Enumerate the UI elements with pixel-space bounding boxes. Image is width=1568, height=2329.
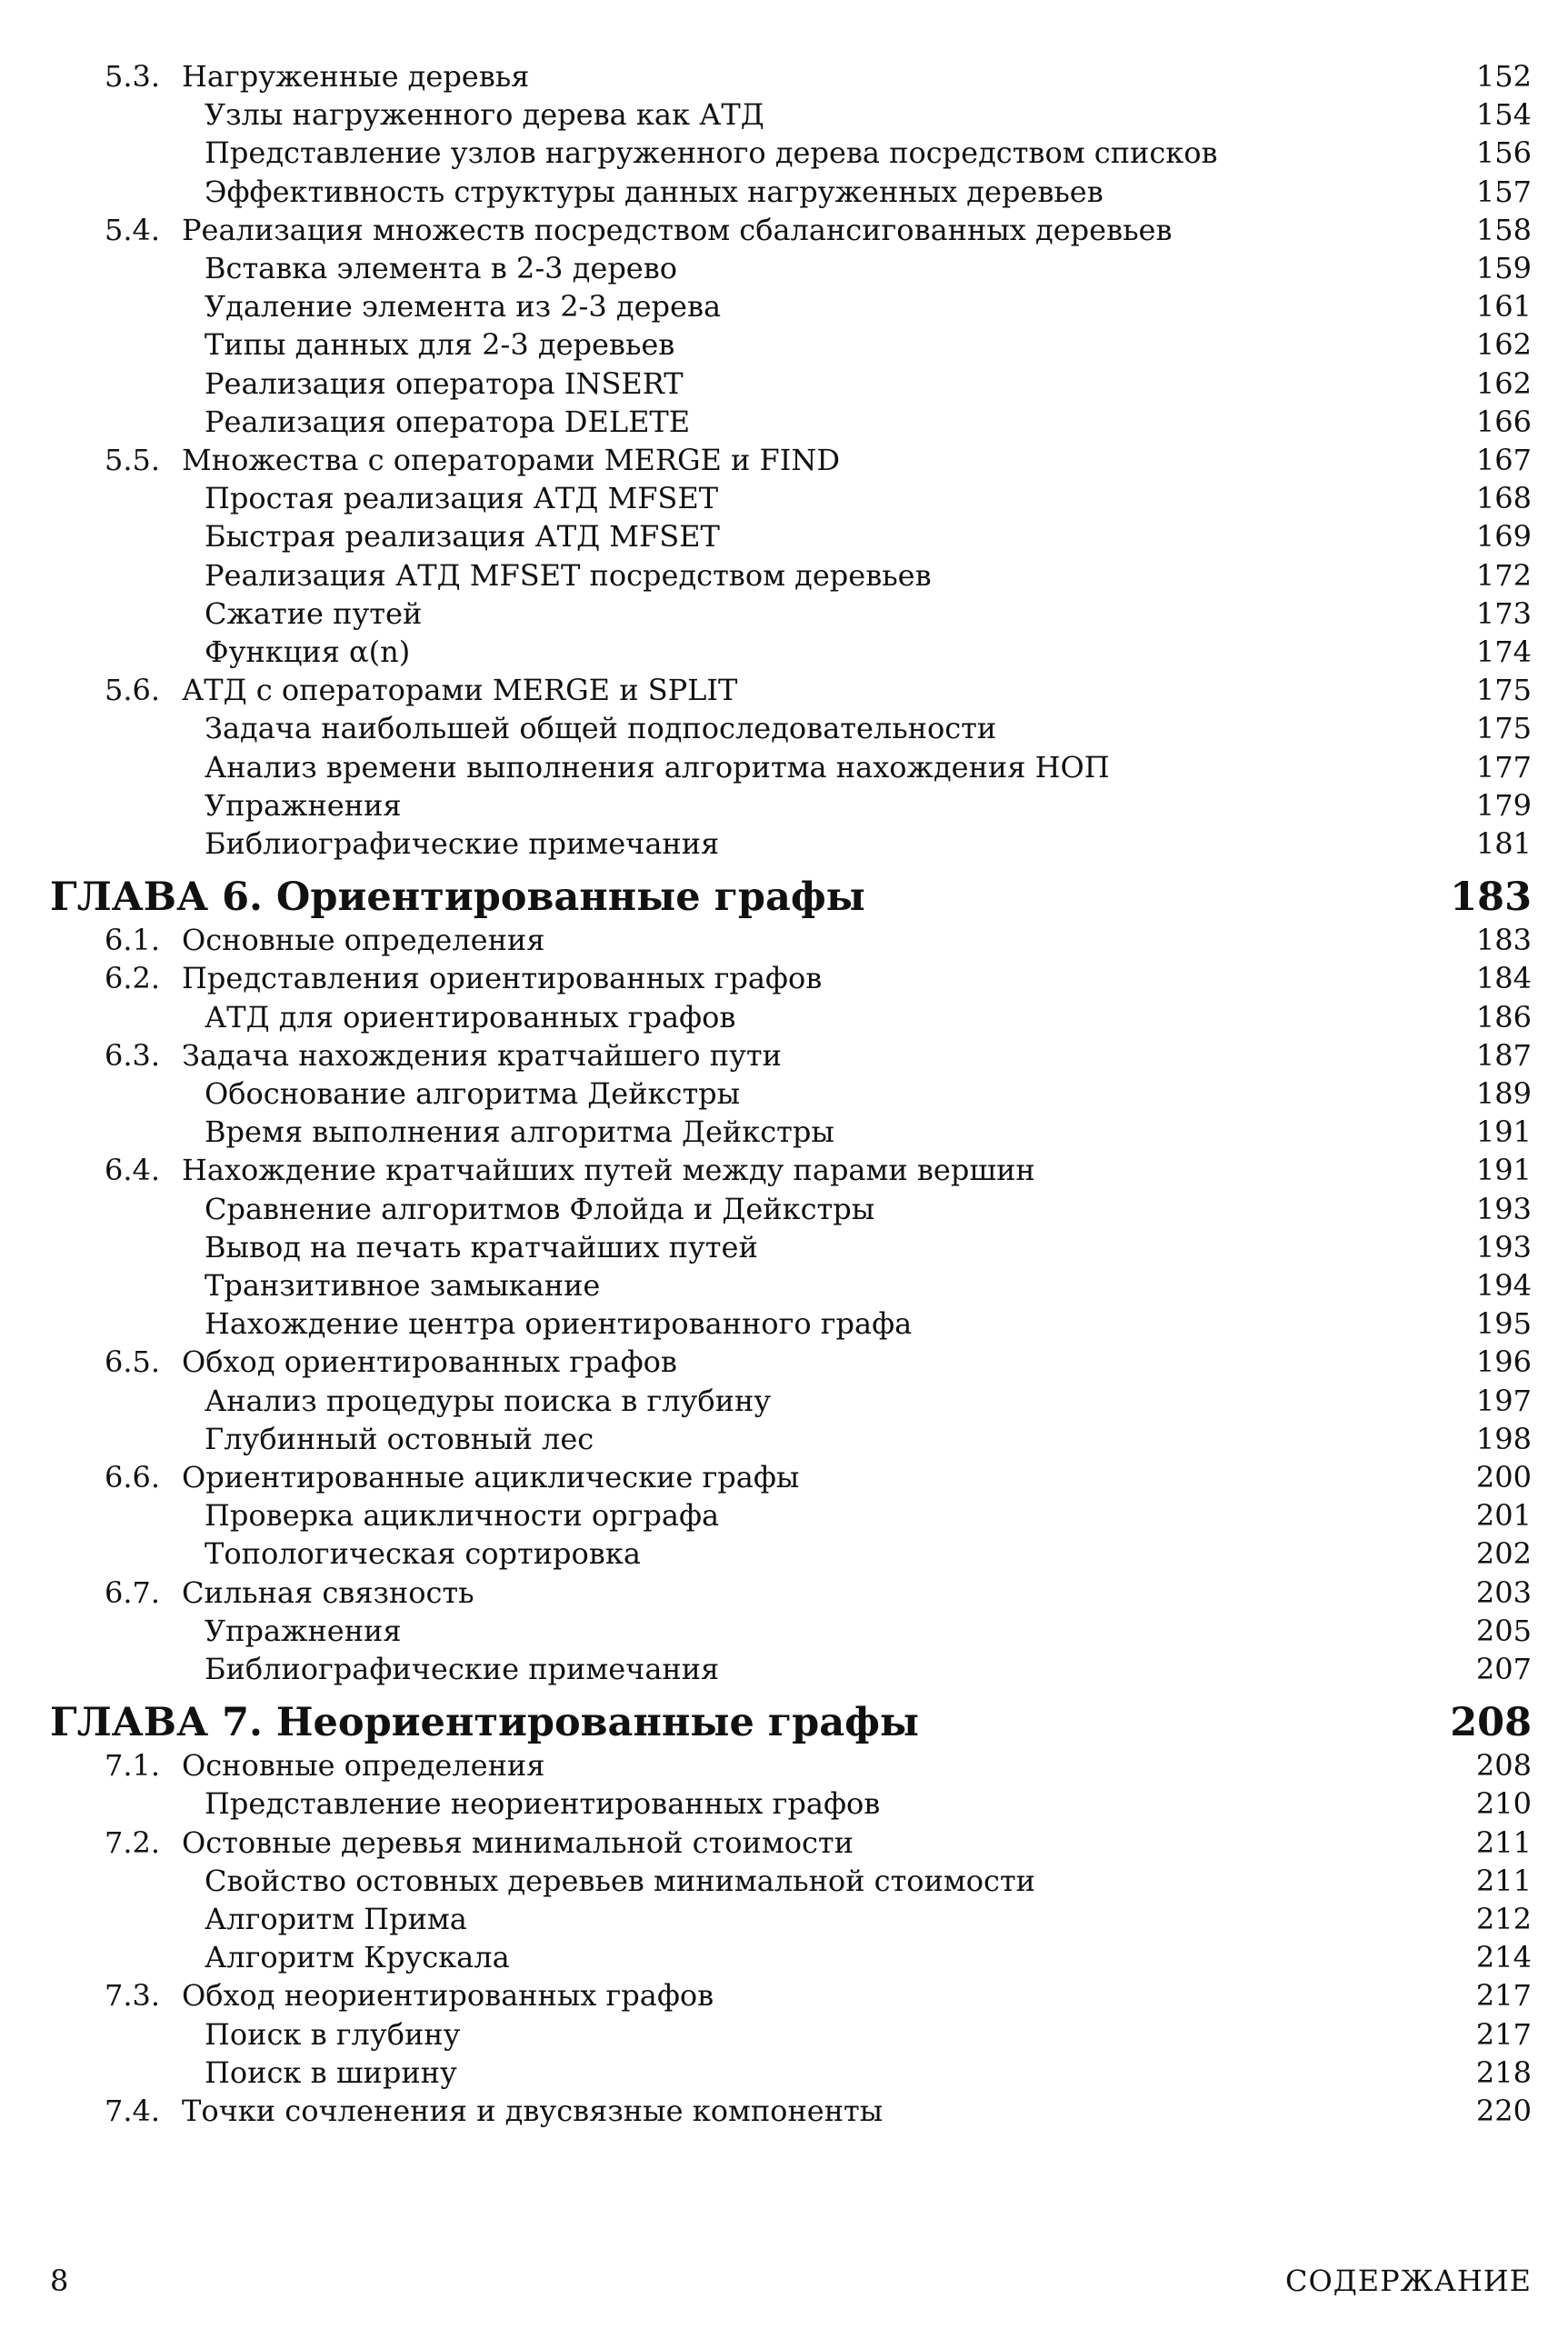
entry-title: Ориентированные ациклические графы xyxy=(182,1460,800,1494)
entry-title: Вывод на печать кратчайших путей xyxy=(205,1229,758,1264)
entry-page-number: 207 xyxy=(1475,1652,1532,1686)
toc-subsection xyxy=(0,997,1568,1037)
entry-page-number: 162 xyxy=(1475,365,1532,401)
toc-subsection xyxy=(0,325,1568,365)
entry-title: Нагруженные деревья xyxy=(182,59,530,94)
toc-subsection xyxy=(0,2053,1568,2093)
entry-title: Время выполнения алгоритма Дейкстры xyxy=(205,1115,834,1150)
entry-page-number: 174 xyxy=(1475,635,1532,669)
entry-page-number: 191 xyxy=(1475,1153,1532,1188)
toc-subsection xyxy=(0,824,1568,864)
entry-title: Задача наибольшей общей подпоследовательности xyxy=(205,711,997,746)
entry-page-number: 175 xyxy=(1475,673,1532,708)
folio-page-number: 8 xyxy=(50,2264,69,2298)
entry-title: АТД с операторами MERGE и SPLIT xyxy=(182,673,738,708)
entry-title: Упражнения xyxy=(205,787,402,823)
toc-subsection xyxy=(0,1861,1568,1901)
entry-page-number: 168 xyxy=(1475,481,1532,516)
entry-page-number: 181 xyxy=(1475,826,1532,861)
toc-subsection xyxy=(0,1112,1568,1152)
chapter-title: ГЛАВА 6. Ориентированные графы xyxy=(50,875,865,921)
entry-title: Задача нахождения кратчайшего пути xyxy=(182,1037,782,1073)
chapter-title: ГЛАВА 7. Неориентированные графы xyxy=(50,1700,919,1746)
toc-subsection xyxy=(0,555,1568,595)
entry-title: Обход ориентированных графов xyxy=(182,1344,677,1380)
entry-title: Эффективность структуры данных нагруженных деревьев xyxy=(205,174,1104,209)
entry-page-number: 152 xyxy=(1475,59,1532,94)
entry-title: Обход неориентированных графов xyxy=(182,1978,714,2014)
toc-subsection xyxy=(0,1419,1568,1459)
entry-page-number: 175 xyxy=(1475,711,1532,746)
entry-page-number: 191 xyxy=(1475,1115,1532,1150)
entry-title: Свойство остовных деревьев минимальной стоимости xyxy=(205,1863,1035,1898)
entry-title: Библиографические примечания xyxy=(205,1652,720,1686)
section-number: 6.2. xyxy=(105,961,161,996)
section-number: 7.3. xyxy=(105,1978,161,2014)
toc-section xyxy=(0,958,1568,998)
toc-subsection xyxy=(0,402,1568,442)
toc-subsection xyxy=(0,1381,1568,1421)
toc-subsection xyxy=(0,2014,1568,2054)
entry-title: Транзитивное замыкание xyxy=(205,1268,601,1303)
toc-subsection xyxy=(0,364,1568,404)
page-footer xyxy=(0,2258,1568,2304)
toc-section xyxy=(0,1975,1568,2015)
entry-title: Удаление элемента из 2-3 дерева xyxy=(205,289,722,325)
entry-title: Быстрая реализация АТД MFSET xyxy=(205,519,720,555)
toc-subsection xyxy=(0,1304,1568,1344)
entry-page-number: 154 xyxy=(1475,97,1532,133)
entry-page-number: 189 xyxy=(1475,1076,1532,1111)
entry-page-number: 161 xyxy=(1475,289,1532,325)
entry-title: Реализация АТД MFSET посредством деревьев xyxy=(205,557,932,593)
entry-title: Поиск в ширину xyxy=(205,2054,457,2090)
entry-page-number: 212 xyxy=(1475,1902,1532,1936)
toc-section xyxy=(0,210,1568,250)
toc-subsection xyxy=(0,1265,1568,1305)
entry-page-number: 198 xyxy=(1475,1421,1532,1456)
entry-title: Реализация оператора INSERT xyxy=(205,365,684,401)
toc-section xyxy=(0,1342,1568,1382)
entry-page-number: 184 xyxy=(1475,961,1532,996)
section-number: 7.2. xyxy=(105,1824,161,1860)
toc-subsection xyxy=(0,133,1568,173)
entry-title: АТД для ориентированных графов xyxy=(205,999,736,1035)
toc-subsection xyxy=(0,708,1568,748)
section-number: 6.1. xyxy=(105,923,161,958)
toc-subsection xyxy=(0,1611,1568,1651)
toc-subsection xyxy=(0,286,1568,326)
section-number: 5.5. xyxy=(105,443,161,477)
entry-title: Представление узлов нагруженного дерева посредством списков xyxy=(205,135,1218,171)
entry-page-number: 162 xyxy=(1475,327,1532,363)
toc-subsection xyxy=(0,632,1568,672)
toc-subsection xyxy=(0,747,1568,787)
entry-page-number: 218 xyxy=(1475,2054,1532,2090)
entry-page-number: 177 xyxy=(1475,749,1532,785)
entry-title: Простая реализация АТД MFSET xyxy=(205,481,719,516)
entry-page-number: 167 xyxy=(1475,443,1532,477)
entry-page-number: 196 xyxy=(1475,1344,1532,1380)
section-number: 5.6. xyxy=(105,673,161,708)
entry-title: Узлы нагруженного дерева как АТД xyxy=(205,97,764,133)
entry-page-number: 169 xyxy=(1475,519,1532,555)
section-number: 6.4. xyxy=(105,1153,161,1188)
entry-title: Поиск в глубину xyxy=(205,2016,461,2052)
toc-subsection xyxy=(0,785,1568,825)
entry-page-number: 214 xyxy=(1475,1940,1532,1975)
toc-subsection xyxy=(0,172,1568,212)
toc-subsection xyxy=(0,1784,1568,1824)
entry-title: Анализ процедуры поиска в глубину xyxy=(205,1383,772,1418)
toc-subsection xyxy=(0,95,1568,135)
entry-title: Сравнение алгоритмов Флойда и Дейкстры xyxy=(205,1191,875,1226)
section-number: 5.4. xyxy=(105,212,161,247)
entry-title: Упражнения xyxy=(205,1613,402,1648)
section-number: 5.3. xyxy=(105,59,161,94)
section-number: 7.1. xyxy=(105,1748,161,1784)
entry-title: Нахождение кратчайших путей между парами вершин xyxy=(182,1153,1035,1188)
entry-title: Глубинный остовный лес xyxy=(205,1421,594,1456)
entry-title: Реализация оператора DELETE xyxy=(205,404,691,439)
section-number: 6.6. xyxy=(105,1460,161,1494)
toc-subsection xyxy=(0,1899,1568,1939)
entry-title: Точки сочленения и двусвязные компоненты xyxy=(182,2094,884,2128)
entry-page-number: 156 xyxy=(1475,135,1532,171)
toc-subsection xyxy=(0,1534,1568,1574)
entry-page-number: 186 xyxy=(1475,999,1532,1035)
chapter-heading xyxy=(0,869,1568,925)
toc-subsection xyxy=(0,516,1568,556)
entry-page-number: 211 xyxy=(1475,1863,1532,1898)
toc-section xyxy=(0,1573,1568,1613)
toc-section xyxy=(0,1823,1568,1863)
entry-title: Типы данных для 2-3 деревьев xyxy=(205,327,675,363)
toc-section xyxy=(0,1745,1568,1785)
entry-page-number: 193 xyxy=(1475,1191,1532,1226)
entry-page-number: 173 xyxy=(1475,595,1532,631)
entry-page-number: 183 xyxy=(1475,923,1532,958)
chapter-page-number: 183 xyxy=(1450,875,1532,921)
entry-page-number: 166 xyxy=(1475,404,1532,439)
entry-page-number: 197 xyxy=(1475,1383,1532,1418)
entry-title: Нахождение центра ориентированного графа xyxy=(205,1306,913,1342)
entry-title: Обоснование алгоритма Дейкстры xyxy=(205,1076,741,1111)
entry-page-number: 210 xyxy=(1475,1786,1532,1822)
toc-section xyxy=(0,1150,1568,1190)
entry-title: Топологическая сортировка xyxy=(205,1536,641,1572)
entry-title: Сжатие путей xyxy=(205,595,423,631)
entry-page-number: 187 xyxy=(1475,1037,1532,1073)
chapter-heading xyxy=(0,1694,1568,1751)
toc-section xyxy=(0,1035,1568,1075)
toc-section xyxy=(0,920,1568,960)
entry-page-number: 220 xyxy=(1475,2094,1532,2128)
entry-title: Остовные деревья минимальной стоимости xyxy=(182,1824,854,1860)
entry-title: Реализация множеств посредством сбалансигованных деревьев xyxy=(182,212,1173,247)
chapter-page-number: 208 xyxy=(1450,1700,1532,1746)
section-number: 7.4. xyxy=(105,2094,161,2128)
entry-page-number: 179 xyxy=(1475,787,1532,823)
entry-page-number: 202 xyxy=(1475,1536,1532,1572)
toc-subsection xyxy=(0,1937,1568,1977)
entry-page-number: 195 xyxy=(1475,1306,1532,1342)
entry-page-number: 203 xyxy=(1475,1574,1532,1610)
toc-subsection xyxy=(0,594,1568,634)
running-head: СОДЕРЖАНИЕ xyxy=(1285,2264,1532,2298)
entry-title: Основные определения xyxy=(182,923,545,958)
entry-title: Основные определения xyxy=(182,1748,545,1784)
entry-title: Представления ориентированных графов xyxy=(182,961,823,996)
entry-title: Представление неориентированных графов xyxy=(205,1786,881,1822)
toc-subsection xyxy=(0,1074,1568,1114)
toc-subsection xyxy=(0,1495,1568,1535)
entry-page-number: 158 xyxy=(1475,212,1532,247)
entry-title: Алгоритм Прима xyxy=(205,1902,467,1936)
entry-page-number: 208 xyxy=(1475,1748,1532,1784)
entry-title: Проверка ацикличности орграфа xyxy=(205,1498,720,1534)
entry-title: Сильная связность xyxy=(182,1574,474,1610)
entry-page-number: 217 xyxy=(1475,2016,1532,2052)
entry-title: Библиографические примечания xyxy=(205,826,720,861)
section-number: 6.5. xyxy=(105,1344,161,1380)
entry-page-number: 201 xyxy=(1475,1498,1532,1534)
entry-page-number: 211 xyxy=(1475,1824,1532,1860)
entry-page-number: 157 xyxy=(1475,174,1532,209)
toc-subsection xyxy=(0,1649,1568,1689)
toc-subsection xyxy=(0,478,1568,518)
toc-section xyxy=(0,2091,1568,2131)
entry-page-number: 205 xyxy=(1475,1613,1532,1648)
entry-title: Множества с операторами MERGE и FIND xyxy=(182,443,841,477)
entry-page-number: 172 xyxy=(1475,557,1532,593)
toc-subsection xyxy=(0,1227,1568,1267)
section-number: 6.7. xyxy=(105,1574,161,1610)
toc-section xyxy=(0,56,1568,96)
toc-subsection xyxy=(0,1189,1568,1229)
entry-page-number: 193 xyxy=(1475,1229,1532,1264)
entry-page-number: 194 xyxy=(1475,1268,1532,1303)
entry-page-number: 200 xyxy=(1475,1460,1532,1494)
toc-section xyxy=(0,670,1568,710)
entry-page-number: 217 xyxy=(1475,1978,1532,2014)
entry-title: Алгоритм Крускала xyxy=(205,1940,510,1975)
toc-subsection xyxy=(0,248,1568,288)
entry-page-number: 159 xyxy=(1475,251,1532,285)
entry-title: Вставка элемента в 2-3 дерево xyxy=(205,251,678,285)
entry-title: Анализ времени выполнения алгоритма нахождения НОП xyxy=(205,749,1110,785)
toc-section xyxy=(0,1457,1568,1497)
toc-section xyxy=(0,440,1568,480)
section-number: 6.3. xyxy=(105,1037,161,1073)
entry-title: Функция α(n) xyxy=(205,635,411,669)
